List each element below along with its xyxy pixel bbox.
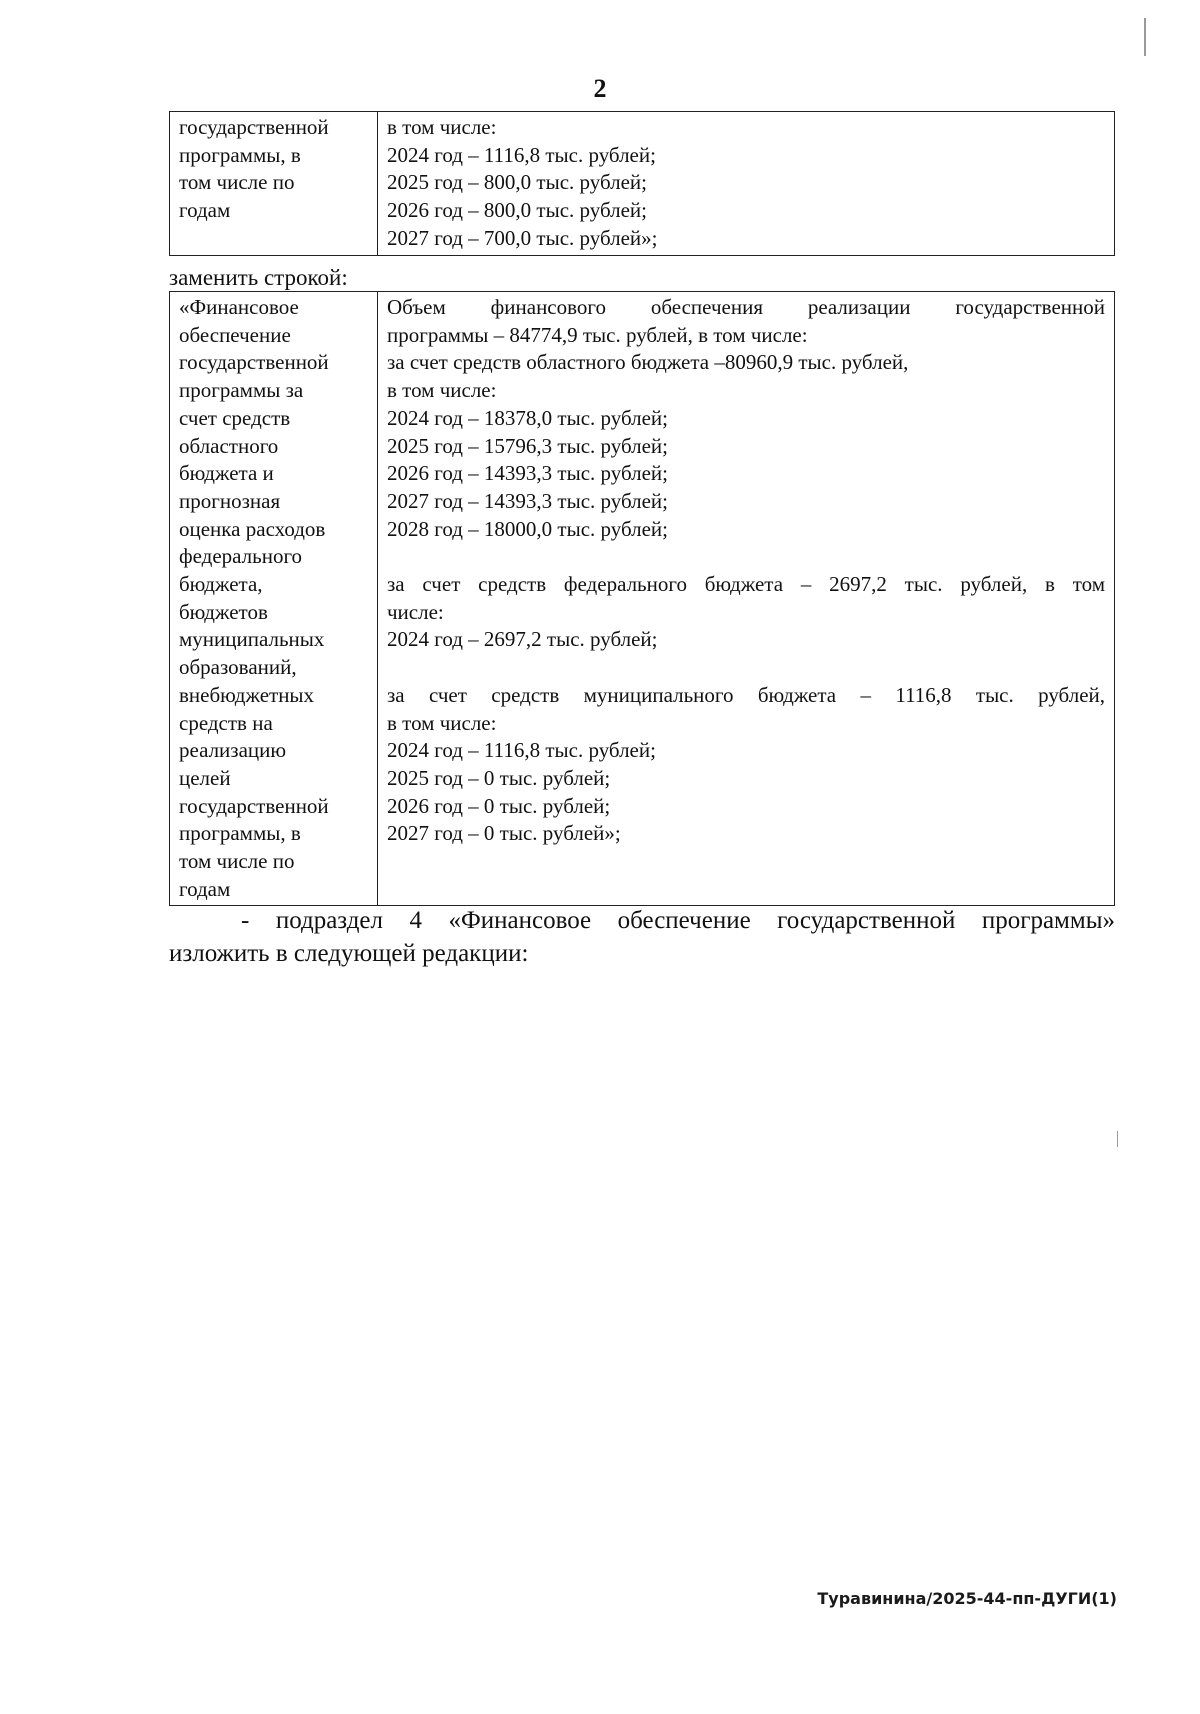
footer-reference: Туравинина/2025-44-пп-ДУГИ(1) [817, 1589, 1117, 1608]
cell-line: годам [179, 876, 231, 901]
cell-line: муниципальных [179, 627, 325, 652]
municipal-year-line: 2024 год – 1116,8 тыс. рублей; [387, 738, 656, 763]
municipal-year-line: 2025 год – 0 тыс. рублей; [387, 765, 611, 790]
cell-line: «Финансовое [179, 295, 299, 319]
regional-year-line: 2028 год – 18000,0 тыс. рублей; [387, 516, 669, 541]
table-row [170, 292, 1115, 906]
federal-year-line: 2024 год – 2697,2 тыс. рублей; [387, 627, 658, 652]
cell-line: программы за [179, 378, 304, 403]
scan-mark [1144, 18, 1146, 56]
municipal-line: за счет средств муниципального бюджета – 1116,8 тыс. рублей, [387, 682, 1105, 707]
cell-line: прогнозная [179, 488, 281, 513]
regional-line: за счет средств областного бюджета –80960,9 тыс. рублей, [387, 350, 909, 375]
paragraph-line: - подраздел 4 «Финансовое обеспечение государственной программы» [241, 907, 1115, 934]
cell-line: бюджетов [179, 599, 268, 624]
regional-year-line: 2024 год – 18378,0 тыс. рублей; [387, 405, 669, 430]
cell-line: средств на [179, 710, 273, 735]
table-row [170, 112, 1115, 256]
federal-line: числе: [387, 599, 444, 624]
main-table-right-cell [378, 292, 1115, 906]
cell-line: государственной [179, 350, 329, 375]
main-table-left-cell [170, 292, 378, 906]
cell-line: счет средств [179, 405, 291, 430]
cell-line: том числе по [179, 849, 295, 874]
cell-line: 2024 год – 1116,8 тыс. рублей; [387, 142, 656, 167]
cell-line: 2027 год – 700,0 тыс. рублей»; [387, 225, 658, 250]
cell-line: 2025 год – 800,0 тыс. рублей; [387, 170, 648, 195]
municipal-line: в том числе: [387, 710, 497, 735]
municipal-year-line: 2026 год – 0 тыс. рублей; [387, 793, 611, 818]
cell-line: обеспечение [179, 322, 291, 347]
regional-line: в том числе: [387, 378, 497, 403]
cell-line: областного [179, 433, 279, 458]
regional-year-line: 2025 год – 15796,3 тыс. рублей; [387, 433, 669, 458]
cell-line: реализацию [179, 738, 287, 763]
cell-line: программы, в [179, 821, 301, 846]
regional-year-line: 2026 год – 14393,3 тыс. рублей; [387, 461, 669, 486]
top-table [169, 111, 1115, 256]
paragraph-line: изложить в следующей редакции: [169, 940, 529, 967]
replace-label: заменить строкой: [169, 265, 348, 290]
cell-line: в том числе: [387, 115, 497, 139]
cell-line: внебюджетных [179, 682, 315, 707]
total-line: Объем финансового обеспечения реализации государственной [387, 295, 1105, 319]
cell-line: целей [179, 765, 231, 790]
cell-line: государственной [179, 793, 329, 818]
cell-line: оценка расходов [179, 516, 326, 541]
cell-line: годам [179, 198, 231, 223]
cell-line: 2026 год – 800,0 тыс. рублей; [387, 198, 648, 223]
total-line: программы – 84774,9 тыс. рублей, в том числе: [387, 322, 808, 347]
cell-line: программы, в [179, 142, 301, 167]
cell-line: бюджета, [179, 572, 263, 597]
spacer [387, 543, 1105, 571]
page-number: 2 [593, 74, 607, 103]
cell-line: том числе по [179, 170, 295, 195]
cell-line: федерального [179, 544, 303, 569]
top-table-left-cell [170, 112, 378, 256]
main-table [169, 291, 1115, 906]
cell-line: бюджета и [179, 461, 274, 486]
top-table-right-cell [378, 112, 1115, 256]
federal-line: за счет средств федерального бюджета – 2697,2 тыс. рублей, в том [387, 572, 1105, 597]
cell-line: государственной [179, 115, 329, 139]
cell-line: образований, [179, 655, 297, 680]
spacer [387, 654, 1105, 682]
municipal-year-line: 2027 год – 0 тыс. рублей»; [387, 821, 621, 846]
scan-mark [1117, 1131, 1118, 1147]
body-paragraph [169, 904, 1115, 970]
regional-year-line: 2027 год – 14393,3 тыс. рублей; [387, 488, 669, 513]
